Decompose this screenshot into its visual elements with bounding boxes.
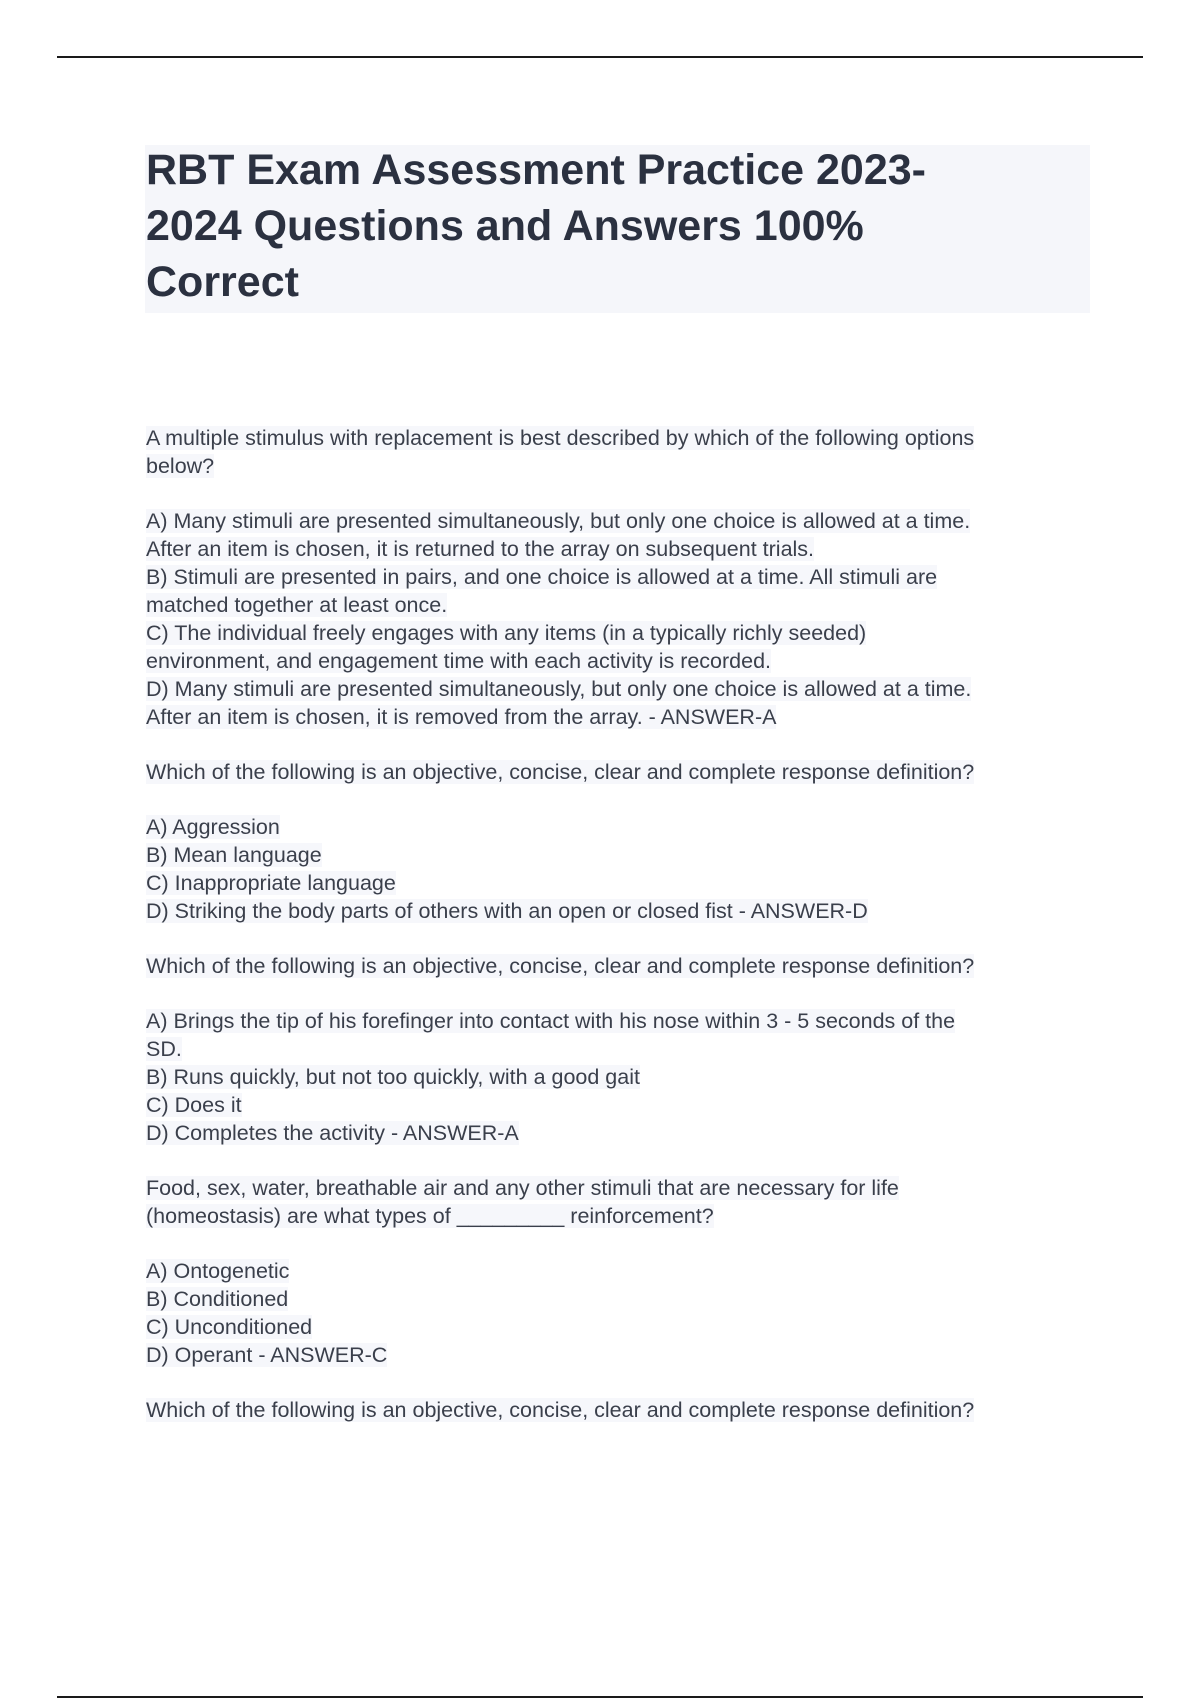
options-list <box>146 507 1090 731</box>
option-line: B) Mean language <box>146 843 322 867</box>
options-list <box>146 1257 1090 1369</box>
option-line: C) Does it <box>146 1093 242 1117</box>
option-line: C) Unconditioned <box>146 1315 313 1339</box>
question-line: Which of the following is an objective, concise, clear and complete response definition? <box>146 760 975 784</box>
title-line: 2024 Questions and Answers 100% <box>146 202 864 250</box>
top-rule <box>57 56 1143 58</box>
qa-content <box>146 424 1090 1424</box>
option-line: matched together at least once. <box>146 593 448 617</box>
option-line: After an item is chosen, it is removed from the array. - ANSWER-A <box>146 705 777 729</box>
question-line: Food, sex, water, breathable air and any other stimuli that are necessary for life <box>146 1176 899 1200</box>
title-line: Correct <box>146 258 299 306</box>
options-list <box>146 813 1090 925</box>
option-line: B) Runs quickly, but not too quickly, with a good gait <box>146 1065 640 1089</box>
question-line: A multiple stimulus with replacement is best described by which of the following options <box>146 426 975 450</box>
option-line: C) The individual freely engages with any items (in a typically richly seeded) <box>146 621 867 645</box>
question-block <box>146 1396 1090 1424</box>
option-line: B) Conditioned <box>146 1287 289 1311</box>
document-title <box>146 142 1046 310</box>
option-line: SD. <box>146 1037 182 1061</box>
question-line: below? <box>146 454 215 478</box>
question-text <box>146 1396 1090 1424</box>
question-text <box>146 424 1090 480</box>
question-line: (homeostasis) are what types of _________ reinforcement? <box>146 1204 714 1228</box>
question-text <box>146 758 1090 786</box>
option-line: After an item is chosen, it is returned to the array on subsequent trials. <box>146 537 815 561</box>
question-block <box>146 424 1090 731</box>
title-line: RBT Exam Assessment Practice 2023- <box>146 146 926 194</box>
option-line: A) Many stimuli are presented simultaneously, but only one choice is allowed at a time. <box>146 509 971 533</box>
question-block <box>146 952 1090 1147</box>
question-line: Which of the following is an objective, concise, clear and complete response definition? <box>146 1398 975 1422</box>
option-line: D) Operant - ANSWER-C <box>146 1343 388 1367</box>
option-line: A) Brings the tip of his forefinger into contact with his nose within 3 - 5 seconds of the <box>146 1009 956 1033</box>
option-line: environment, and engagement time with each activity is recorded. <box>146 649 772 673</box>
bottom-rule <box>57 1696 1143 1698</box>
option-line: D) Striking the body parts of others with an open or closed fist - ANSWER-D <box>146 899 868 923</box>
question-block <box>146 1174 1090 1369</box>
option-line: D) Many stimuli are presented simultaneously, but only one choice is allowed at a time. <box>146 677 972 701</box>
option-line: C) Inappropriate language <box>146 871 396 895</box>
question-block <box>146 758 1090 925</box>
options-list <box>146 1007 1090 1147</box>
question-line: Which of the following is an objective, concise, clear and complete response definition? <box>146 954 975 978</box>
question-text <box>146 952 1090 980</box>
option-line: B) Stimuli are presented in pairs, and one choice is allowed at a time. All stimuli are <box>146 565 938 589</box>
option-line: A) Aggression <box>146 815 280 839</box>
option-line: A) Ontogenetic <box>146 1259 290 1283</box>
option-line: D) Completes the activity - ANSWER-A <box>146 1121 519 1145</box>
question-text <box>146 1174 1090 1230</box>
